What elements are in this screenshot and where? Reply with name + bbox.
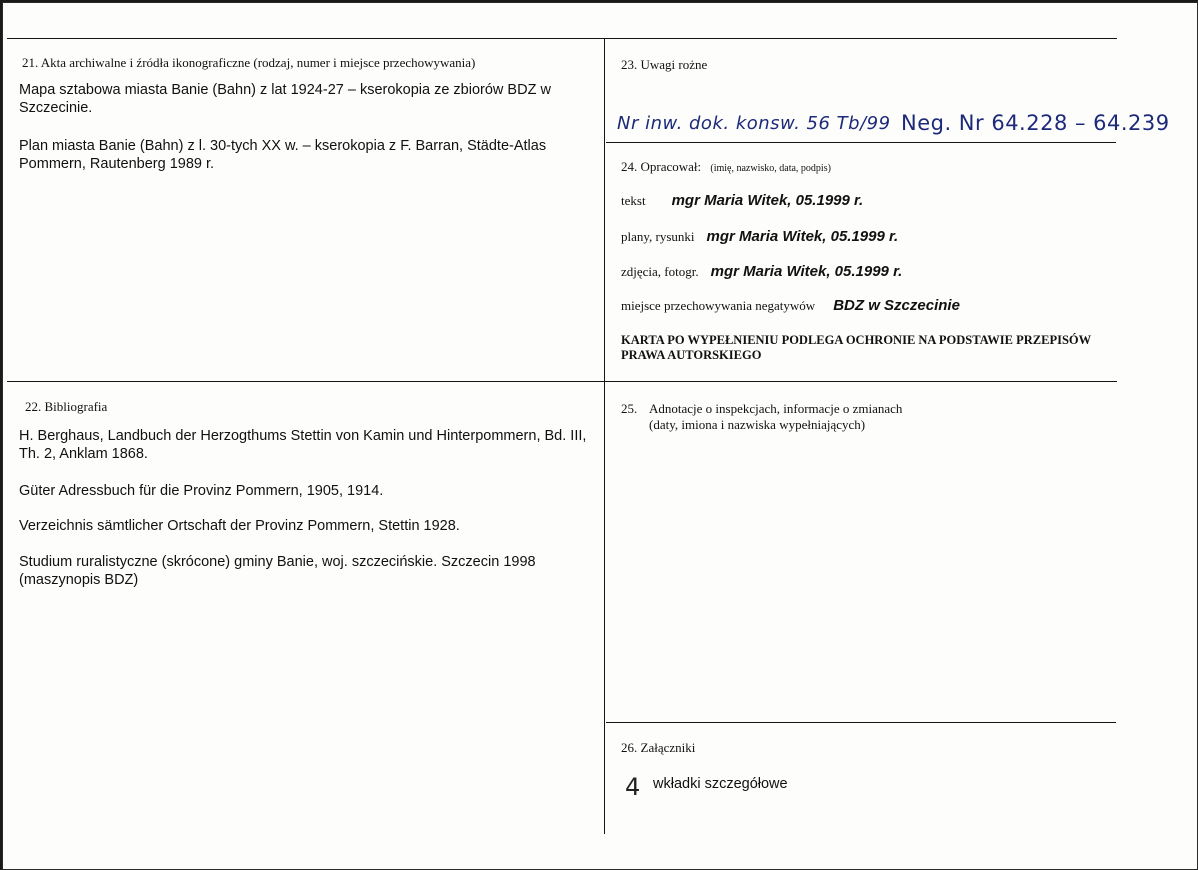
author-row-text xyxy=(621,192,863,210)
section21-entry-2: Plan miasta Banie (Bahn) z l. 30-tych XX w. – kserokopia z F. Barran, Städte-Atlas Pommern, Rautenberg 1989 r. xyxy=(19,138,547,172)
section26-label: 26. Załączniki xyxy=(621,740,696,755)
catalog-card-sheet xyxy=(2,2,1198,870)
section22-label: 22. Bibliografia xyxy=(25,399,108,414)
copyright-notice: KARTA PO WYPEŁNIENIU PODLEGA OCHRONIE NA PODSTAWIE PRZEPISÓW PRAWA AUTORSKIEGO xyxy=(621,333,1091,362)
section25-title: Adnotacje o inspekcjach, informacje o zmianach xyxy=(649,401,903,416)
attachments-count: 4 xyxy=(625,773,641,801)
section25-rule xyxy=(606,722,1116,723)
section21-label: 21. Akta archiwalne i źródła ikonograficzne (rodzaj, numer i miejsce przechowywania) xyxy=(22,55,476,70)
section24-label xyxy=(621,159,831,175)
section23-rule xyxy=(606,142,1116,143)
section24-title: 24. Opracował: xyxy=(621,159,702,174)
bibliography-entry: H. Berghaus, Landbuch der Herzogthums Stettin von Kamin und Hinterpommern, Bd. III, Th. 2, Anklam 1868. xyxy=(19,428,587,462)
section25-number: 25. xyxy=(621,401,638,416)
section25-subtitle: (daty, imiona i nazwiska wypełniających) xyxy=(649,417,866,432)
column-divider xyxy=(604,38,605,834)
negatives-location-row xyxy=(621,297,960,315)
row-label: miejsce przechowywania negatywów xyxy=(621,298,816,313)
attachments-description: wkładki szczegółowe xyxy=(653,776,788,792)
author-row-photos xyxy=(621,263,902,281)
row-value: mgr Maria Witek, 05.1999 r. xyxy=(671,192,864,209)
row-value: mgr Maria Witek, 05.1999 r. xyxy=(710,263,903,280)
row-label: tekst xyxy=(621,193,646,208)
handwritten-negative-numbers: Neg. Nr 64.228 – 64.239 xyxy=(901,111,1170,135)
section24-note: (imię, nazwisko, data, podpis) xyxy=(710,163,831,174)
top-rule xyxy=(7,38,1117,39)
row-label: plany, rysunki xyxy=(621,229,695,244)
handwritten-inventory-note: Nr inw. dok. konsw. 56 Tb/99 xyxy=(617,113,891,134)
bibliography-entry: Studium ruralistyczne (skrócone) gminy Banie, woj. szczecińskie. Szczecin 1998 (maszynopis BDZ) xyxy=(19,554,536,588)
author-row-plans xyxy=(621,228,898,246)
bibliography-entry: Verzeichnis sämtlicher Ortschaft der Provinz Pommern, Stettin 1928. xyxy=(19,518,460,534)
section23-label: 23. Uwagi rożne xyxy=(621,57,708,72)
row-value: mgr Maria Witek, 05.1999 r. xyxy=(706,228,899,245)
middle-rule xyxy=(7,381,1117,382)
row-label: zdjęcia, fotogr. xyxy=(621,264,699,279)
bibliography-entry: Güter Adressbuch für die Provinz Pommern, 1905, 1914. xyxy=(19,483,384,499)
row-value: BDZ w Szczecinie xyxy=(833,297,960,314)
section21-entry-1: Mapa sztabowa miasta Banie (Bahn) z lat 1924-27 – kserokopia ze zbiorów BDZ w Szczecinie. xyxy=(19,82,551,116)
